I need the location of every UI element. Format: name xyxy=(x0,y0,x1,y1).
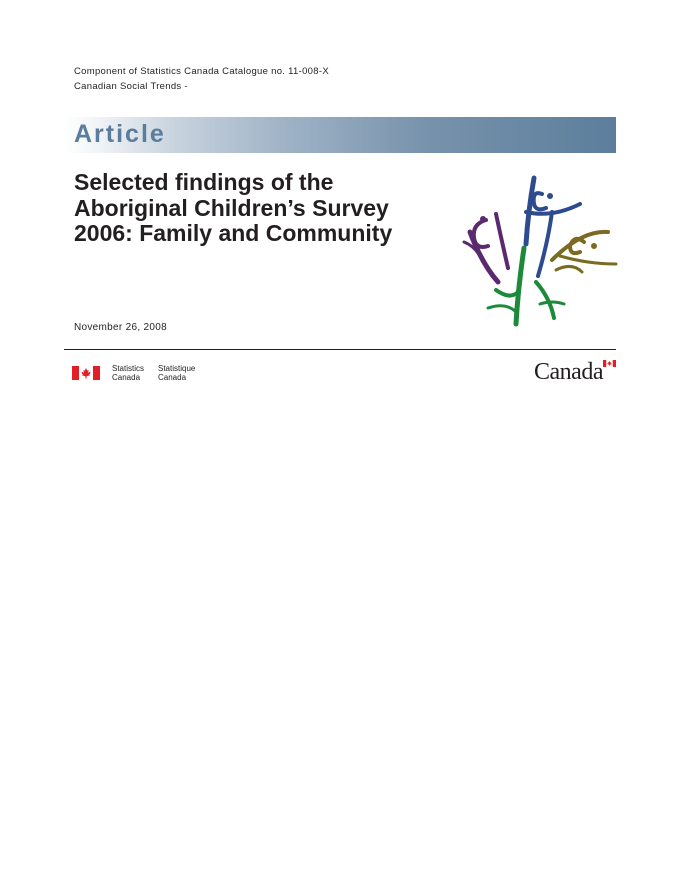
signature-french-line1: Statistique xyxy=(158,364,196,373)
canada-wordmark xyxy=(534,358,618,384)
catalogue-line: Component of Statistics Canada Catalogue no. 11-008-X xyxy=(74,66,329,77)
footer-divider xyxy=(64,349,616,350)
wordmark-text: Canada xyxy=(534,359,603,385)
publication-date: November 26, 2008 xyxy=(74,322,167,333)
logo-figure-purple xyxy=(464,214,508,282)
signature-english-line1: Statistics xyxy=(112,364,145,373)
publication-line: Canadian Social Trends - xyxy=(74,81,188,92)
signature-english-line2: Canada xyxy=(112,373,141,382)
banner-label: Article xyxy=(74,120,166,148)
article-title: Selected findings of the Aboriginal Children’s Survey 2006: Family and Community xyxy=(74,169,393,246)
signature-french xyxy=(158,364,195,382)
aboriginal-children-survey-logo xyxy=(452,172,620,332)
wordmark-flag-icon xyxy=(603,360,616,367)
catalogue-info xyxy=(74,64,329,94)
article-banner xyxy=(64,117,616,153)
logo-figure-olive xyxy=(552,232,616,272)
signature-english xyxy=(112,364,144,382)
signature-french-line2: Canada xyxy=(158,373,187,382)
canada-flag-icon xyxy=(72,366,100,380)
